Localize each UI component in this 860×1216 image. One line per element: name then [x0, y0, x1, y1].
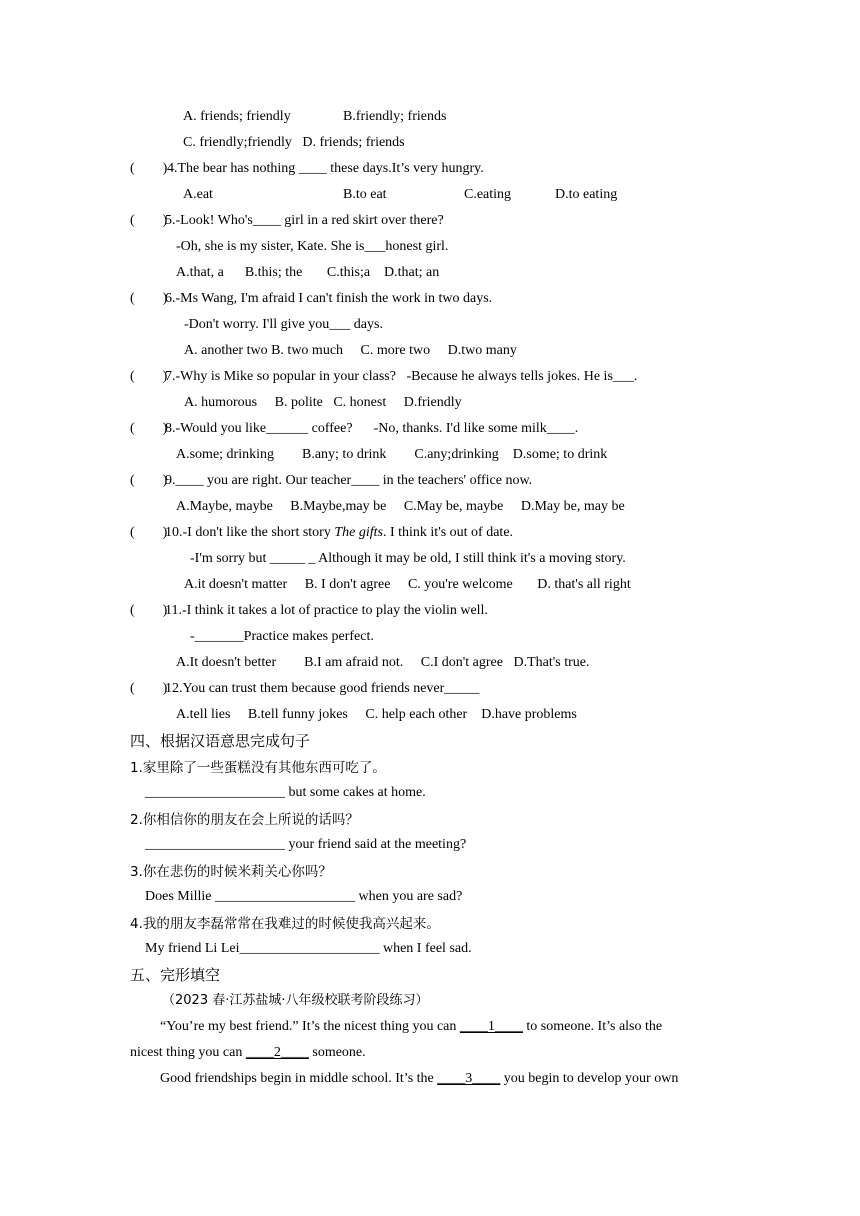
cloze-p1-text-a: “You’re my best friend.” It’s the nicest thing you can — [160, 1019, 460, 1034]
section4-title: 四、根据汉语意思完成句子 — [130, 732, 311, 750]
q11-options: A.It doesn't better B.I am afraid not. C.I don't agree D.That's true. — [176, 655, 590, 670]
q5-options: A.that, a B.this; the C.this;a D.that; an — [176, 265, 440, 280]
cloze-blank-3[interactable]: ____3____ — [437, 1071, 501, 1086]
section5-title: 五、完形填空 — [130, 966, 221, 984]
q5-stem: 5.-Look! Who's____ girl in a red skirt over there? — [165, 213, 444, 228]
q11-answer-paren[interactable]: ( ) — [130, 603, 168, 618]
q10-stem-post: . I think it's out of date. — [382, 525, 514, 540]
cloze-paragraph1-line2 — [130, 1044, 366, 1062]
q8-options: A.some; drinking B.any; to drink C.any;drinking D.some; to drink — [176, 447, 608, 462]
cloze-p2-text-b: you begin to develop your own — [500, 1071, 679, 1086]
cloze-p2-text-a: Good friendships begin in middle school. It’s the — [160, 1071, 438, 1086]
s4-item3-english[interactable]: Does Millie ____________________ when you are sad? — [145, 889, 463, 904]
q5-answer-paren[interactable]: ( ) — [130, 213, 168, 228]
q4-option-c: C.eating — [464, 187, 512, 202]
q8-stem: 8.-Would you like______ coffee? -No, thanks. I'd like some milk____. — [165, 421, 579, 436]
cloze-blank-2[interactable]: ____2____ — [245, 1045, 309, 1060]
q6-line2: -Don't worry. I'll give you___ days. — [184, 317, 383, 332]
cloze-paragraph1-line1 — [160, 1018, 662, 1036]
cloze-paragraph2-line1 — [160, 1070, 678, 1088]
q11-stem: 11.-I think it takes a lot of practice to play the violin well. — [165, 603, 488, 618]
q10-answer-paren[interactable]: ( ) — [130, 525, 168, 540]
q10-stem-pre: 10.-I don't like the short story — [165, 525, 335, 540]
q6-options: A. another two B. two much C. more two D.two many — [184, 343, 517, 358]
q9-stem: 9.____ you are right. Our teacher____ in the teachers' office now. — [165, 473, 533, 488]
s4-item1-english[interactable]: ____________________ but some cakes at home. — [145, 785, 426, 800]
q4-option-a: A.eat — [183, 187, 213, 202]
q4-option-b: B.to eat — [343, 187, 387, 202]
q7-stem: 7.-Why is Mike so popular in your class? -Because he always tells jokes. He is___. — [165, 369, 638, 384]
s4-item4-english[interactable]: My friend Li Lei____________________ when I feel sad. — [145, 941, 472, 956]
cloze-blank-1[interactable]: ____1____ — [459, 1019, 523, 1034]
s4-item2-english[interactable]: ____________________ your friend said at the meeting? — [145, 837, 467, 852]
q4-answer-paren[interactable]: ( ) — [130, 161, 168, 176]
cloze-p1-text-b: to someone. It’s also the — [522, 1019, 663, 1034]
cloze-p1-text-c: nicest thing you can — [130, 1045, 246, 1060]
q10-stem — [165, 524, 513, 542]
q3-option-a: A. friends; friendly — [183, 109, 291, 124]
q6-stem: 6.-Ms Wang, I'm afraid I can't finish the work in two days. — [165, 291, 493, 306]
q4-option-d: D.to eating — [555, 187, 618, 202]
q8-answer-paren[interactable]: ( ) — [130, 421, 168, 436]
q10-line2: -I'm sorry but _____ _ Although it may be old, I still think it's a moving story. — [190, 551, 626, 566]
q9-options: A.Maybe, maybe B.Maybe,may be C.May be, maybe D.May be, may be — [176, 499, 625, 514]
s4-item3-chinese: 3.你在悲伤的时候米莉关心你吗？ — [130, 864, 332, 880]
section5-source: （2023 春·江苏盐城·八年级校联考阶段练习） — [162, 993, 429, 1008]
cloze-p1-text-d: someone. — [308, 1045, 366, 1060]
q7-options: A. humorous B. polite C. honest D.friendly — [184, 395, 462, 410]
q7-answer-paren[interactable]: ( ) — [130, 369, 168, 384]
q6-answer-paren[interactable]: ( ) — [130, 291, 168, 306]
q3-option-b: B.friendly; friends — [343, 109, 447, 124]
s4-item1-chinese: 1.家里除了一些蛋糕没有其他东西可吃了。 — [130, 760, 386, 776]
q12-answer-paren[interactable]: ( ) — [130, 681, 168, 696]
q12-stem: 12.You can trust them because good friends never_____ — [165, 681, 480, 696]
q12-options: A.tell lies B.tell funny jokes C. help each other D.have problems — [176, 707, 577, 722]
q10-story-title: The gifts — [334, 525, 383, 540]
s4-item4-chinese: 4.我的朋友李磊常常在我难过的时候使我高兴起来。 — [130, 916, 440, 932]
q11-line2: -_______Practice makes perfect. — [190, 629, 374, 644]
q9-answer-paren[interactable]: ( ) — [130, 473, 168, 488]
q10-options: A.it doesn't matter B. I don't agree C. you're welcome D. that's all right — [184, 577, 631, 592]
q3-options-row2: C. friendly;friendly D. friends; friends — [183, 135, 405, 150]
s4-item2-chinese: 2.你相信你的朋友在会上所说的话吗？ — [130, 812, 359, 828]
q5-line2: -Oh, she is my sister, Kate. She is___honest girl. — [176, 239, 449, 254]
q4-stem: 4.The bear has nothing ____ these days.It’s very hungry. — [167, 161, 484, 176]
